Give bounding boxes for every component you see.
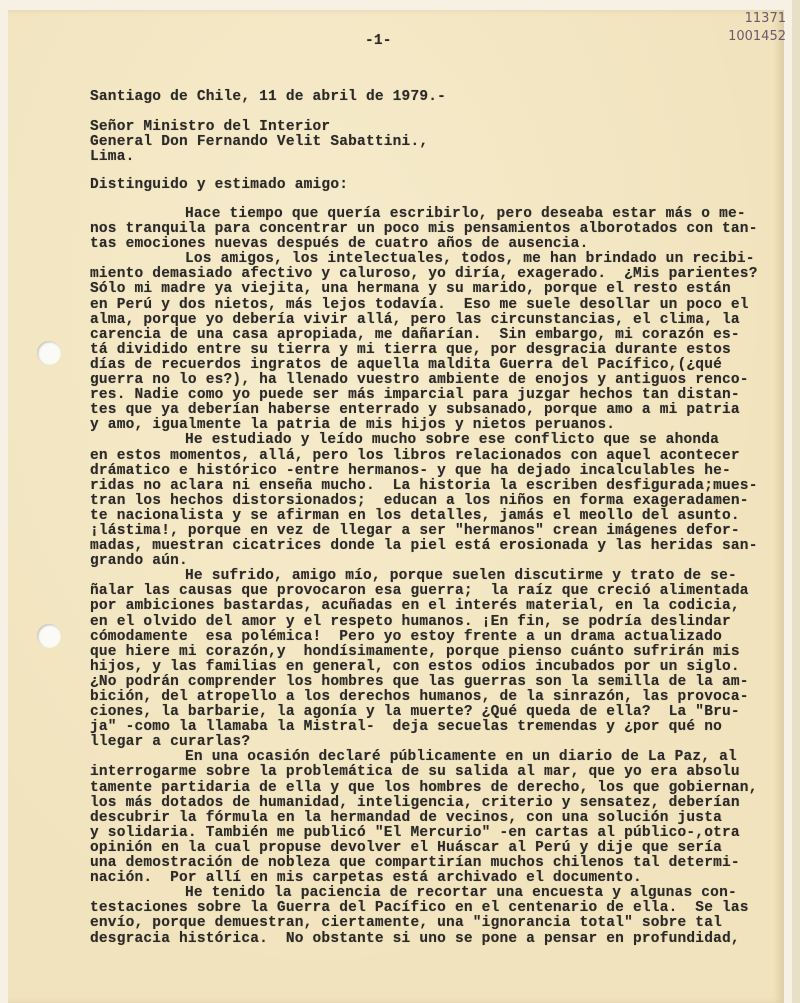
text-line: madas, muestran cicatrices donde la piel está erosionada y las heridas san-	[90, 538, 758, 555]
paragraph	[90, 569, 758, 750]
text-line: tá dividido entre su tierra y mi tierra que, por desgracia durante estos	[90, 341, 731, 358]
letter-body	[90, 207, 758, 947]
paragraph	[90, 207, 758, 252]
text-line: nos tranquila para concentrar un poco mis pensamientos alborotados con tan-	[90, 221, 758, 238]
text-line: interrogarme sobre la problemática de su salida al mar, que yo era absolu	[90, 764, 740, 781]
address-line: General Don Fernando Velit Sabattini.,	[90, 134, 429, 151]
archive-numbers	[728, 10, 786, 46]
paragraph	[90, 252, 758, 433]
text-line: en el olvido del amor y el respeto humanos. ¡En fin, se podría deslindar	[90, 613, 731, 630]
text-line: He sufrido, amigo mío, porque suelen discutirme y trato de se-	[185, 568, 737, 585]
text-line: tes que ya deberían haberse enterrado y subsanado, porque amo a mi patria	[90, 402, 740, 419]
address-line: Señor Ministro del Interior	[90, 119, 331, 135]
text-line: tran los hechos distorsionados; educan a los niños en forma exageradamen-	[90, 492, 749, 509]
text-line: bición, del atropello a los derechos humanos, de la sinrazón, las provoca-	[90, 689, 749, 705]
text-line: por ambiciones bastardas, acuñadas en el interés material, en la codicia,	[90, 598, 740, 615]
text-line: una demostración de nobleza que compartirían muchos chilenos tal determi-	[90, 855, 740, 872]
text-line: que hiere mi corazón,y hondísimamente, porque pienso cuánto sufrirán mis	[90, 643, 740, 660]
text-line: los más dotados de humanidad, inteligencia, criterio y sensatez, deberían	[90, 794, 740, 811]
text-line: He estudiado y leído mucho sobre ese conflicto que se ahonda	[185, 432, 720, 449]
paragraph	[90, 433, 758, 569]
text-line: Hace tiempo que quería escribirlo, pero deseaba estar más o me-	[185, 206, 746, 222]
text-line: te nacionalista y se afirman en los detalles, jamás el meollo del asunto.	[90, 507, 740, 524]
text-line: y solidaria. También me publicó "El Mercurio" -en cartas al público-,otra	[90, 824, 740, 841]
text-line: ciones, la barbarie, la agonía y la muerte? ¿Qué queda de ella? La "Bru-	[90, 704, 740, 721]
text-line: testaciones sobre la Guerra del Pacífico en el centenario de ella. Se las	[90, 900, 749, 917]
paragraph	[90, 886, 758, 946]
archive-number: 11371	[744, 11, 786, 26]
text-line: tas emociones nuevas después de cuatro años de ausencia.	[90, 236, 589, 253]
recipient-address	[90, 120, 428, 165]
paragraph	[90, 750, 758, 886]
text-line: miento demasiado afectivo y caluroso, yo diría, exagerado. ¿Mis parientes?	[90, 266, 758, 283]
date-line: Santiago de Chile, 11 de abril de 1979.-	[90, 89, 447, 105]
text-line: ridas no aclara ni enseña mucho. La historia la escriben desfigurada;mues-	[90, 477, 758, 494]
text-line: descubrir la fórmula en la hermandad de vecinos, con una solución justa	[90, 809, 723, 826]
text-line: ¿No podrán comprender los hombres que las guerras son la semilla de la am-	[90, 673, 749, 690]
text-line: ¡lástima!, porque en vez de llegar a ser "hermanos" crean imágenes defor-	[90, 522, 740, 539]
text-line: cómodamente esa polémica! Pero yo estoy frente a un drama actualizado	[90, 628, 723, 645]
punch-hole	[37, 624, 61, 648]
text-line: res. Nadie como yo puede ser más imparcial para juzgar hechos tan distan-	[90, 387, 740, 404]
address-line: Lima.	[90, 149, 135, 166]
text-line: días de recuerdos ingratos de aquella maldita Guerra del Pacífico,(¿qué	[90, 356, 723, 373]
text-line: Sólo mi madre ya viejita, una hermana y su marido, porque el resto están	[90, 281, 731, 298]
text-line: desgracia histórica. No obstante si uno se pone a pensar en profundidad,	[90, 930, 740, 947]
text-line: En una ocasión declaré públicamente en un diario de La Paz, al	[185, 749, 737, 766]
text-line: envío, porque demuestran, ciertamente, una "ignorancia total" sobre tal	[90, 915, 723, 932]
text-line: en Perú y dos nietos, más lejos todavía. Eso me suele desollar un poco el	[90, 296, 749, 313]
text-line: Los amigos, los intelectuales, todos, me han brindado un recibi-	[185, 251, 755, 268]
text-line: hijos, y las familias en general, con estos odios incubados por un siglo.	[90, 658, 740, 675]
text-line: ñalar las causas que provocaron esa guerra; la raíz que creció alimentada	[90, 583, 749, 600]
punch-hole	[37, 341, 61, 365]
page-edge	[792, 0, 800, 1003]
text-line: grando aún.	[90, 553, 188, 570]
page-number: -1-	[365, 33, 392, 49]
text-line: alma, porque yo debería vivir allá, pero las circunstancias, el clima, la	[90, 311, 740, 328]
text-line: y amo, igualmente la patria de mis hijos y nietos peruanos.	[90, 417, 616, 434]
salutation: Distinguido y estimado amigo:	[90, 177, 349, 193]
text-line: ja" -como la llamaba la Mistral- deja secuelas tremendas y ¿por qué no	[90, 719, 723, 736]
text-line: drámatico e histórico -entre hermanos- y que ha dejado incalculables he-	[90, 462, 731, 479]
text-line: tamente partidaria de ella y que los hombres de derecho, los que gobiernan,	[90, 779, 758, 796]
text-line: opinión en la cual propuse devolver el Huáscar al Perú y dije que sería	[90, 839, 723, 856]
archive-number: 1001452	[728, 29, 786, 44]
text-line: nación. Por allí en mis carpetas está archivado el documento.	[90, 870, 642, 887]
text-line: en estos momentos, allá, pero los libros relacionados con aquel acontecer	[90, 447, 740, 464]
text-line: llegar a curarlas?	[90, 734, 251, 751]
text-line: carencia de una casa apropiada, me dañarían. Sin embargo, mi corazón es-	[90, 326, 740, 343]
text-line: He tenido la paciencia de recortar una encuesta y algunas con-	[185, 885, 737, 902]
text-line: guerra no lo es?), ha llenado vuestro ambiente de enojos y antiguos renco-	[90, 372, 749, 389]
